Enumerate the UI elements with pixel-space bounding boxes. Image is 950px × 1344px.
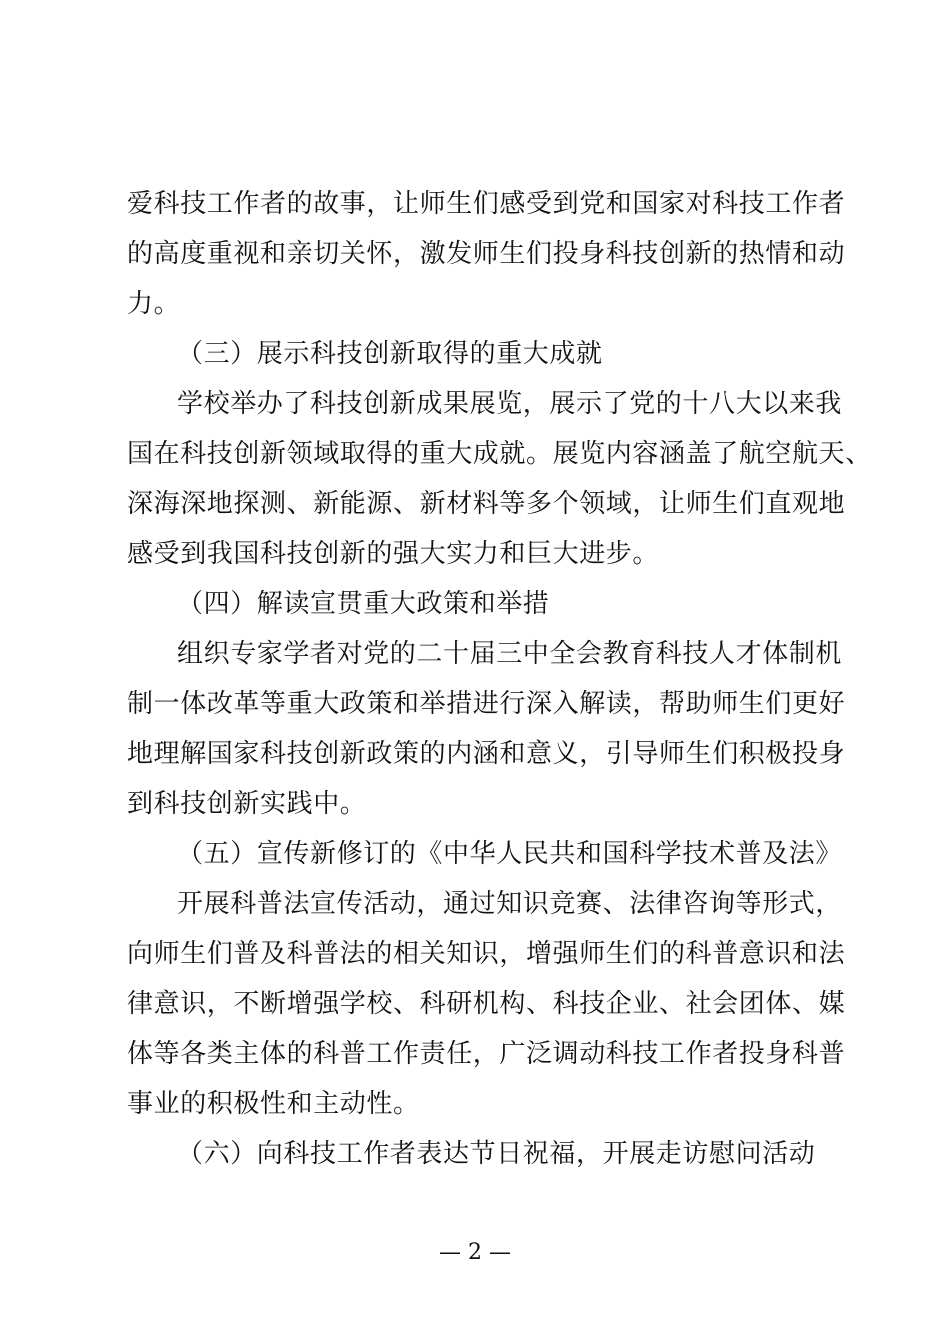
- body-text-line: 爱科技工作者的故事，让师生们感受到党和国家对科技工作者: [127, 189, 846, 219]
- body-text-line: 体等各类主体的科普工作责任，广泛调动科技工作者投身科普: [127, 1039, 846, 1069]
- body-text-line: 事业的积极性和主动性。: [127, 1089, 420, 1119]
- body-text-line: 国在科技创新领域取得的重大成就。展览内容涵盖了航空航天、: [127, 439, 872, 469]
- body-text-line: 的高度重视和亲切关怀，激发师生们投身科技创新的热情和动: [127, 239, 846, 269]
- body-text-line: 组织专家学者对党的二十届三中全会教育科技人才体制机: [177, 639, 843, 669]
- section-heading: （四）解读宣贯重大政策和举措: [177, 589, 550, 619]
- body-text-line: 到科技创新实践中。: [127, 789, 367, 819]
- section-heading: （六）向科技工作者表达节日祝福，开展走访慰问活动: [177, 1139, 816, 1169]
- body-text-line: 律意识，不断增强学校、科研机构、科技企业、社会团体、媒: [127, 989, 846, 1019]
- body-text-line: 制一体改革等重大政策和举措进行深入解读，帮助师生们更好: [127, 689, 846, 719]
- body-text-line: 开展科普法宣传活动，通过知识竞赛、法律咨询等形式，: [177, 889, 843, 919]
- body-text-line: 深海深地探测、新能源、新材料等多个领域，让师生们直观地: [127, 489, 846, 519]
- section-heading: （三）展示科技创新取得的重大成就: [177, 339, 603, 369]
- body-text-line: 地理解国家科技创新政策的内涵和意义，引导师生们积极投身: [127, 739, 846, 769]
- body-text-line: 向师生们普及科普法的相关知识，增强师生们的科普意识和法: [127, 939, 846, 969]
- page-number: — 2 —: [439, 1240, 511, 1265]
- body-text-line: 学校举办了科技创新成果展览，展示了党的十八大以来我: [177, 389, 843, 419]
- body-text-line: 感受到我国科技创新的强大实力和巨大进步。: [127, 539, 660, 569]
- body-text-line: 力。: [127, 289, 181, 319]
- section-heading: （五）宣传新修订的《中华人民共和国科学技术普及法》: [177, 839, 843, 869]
